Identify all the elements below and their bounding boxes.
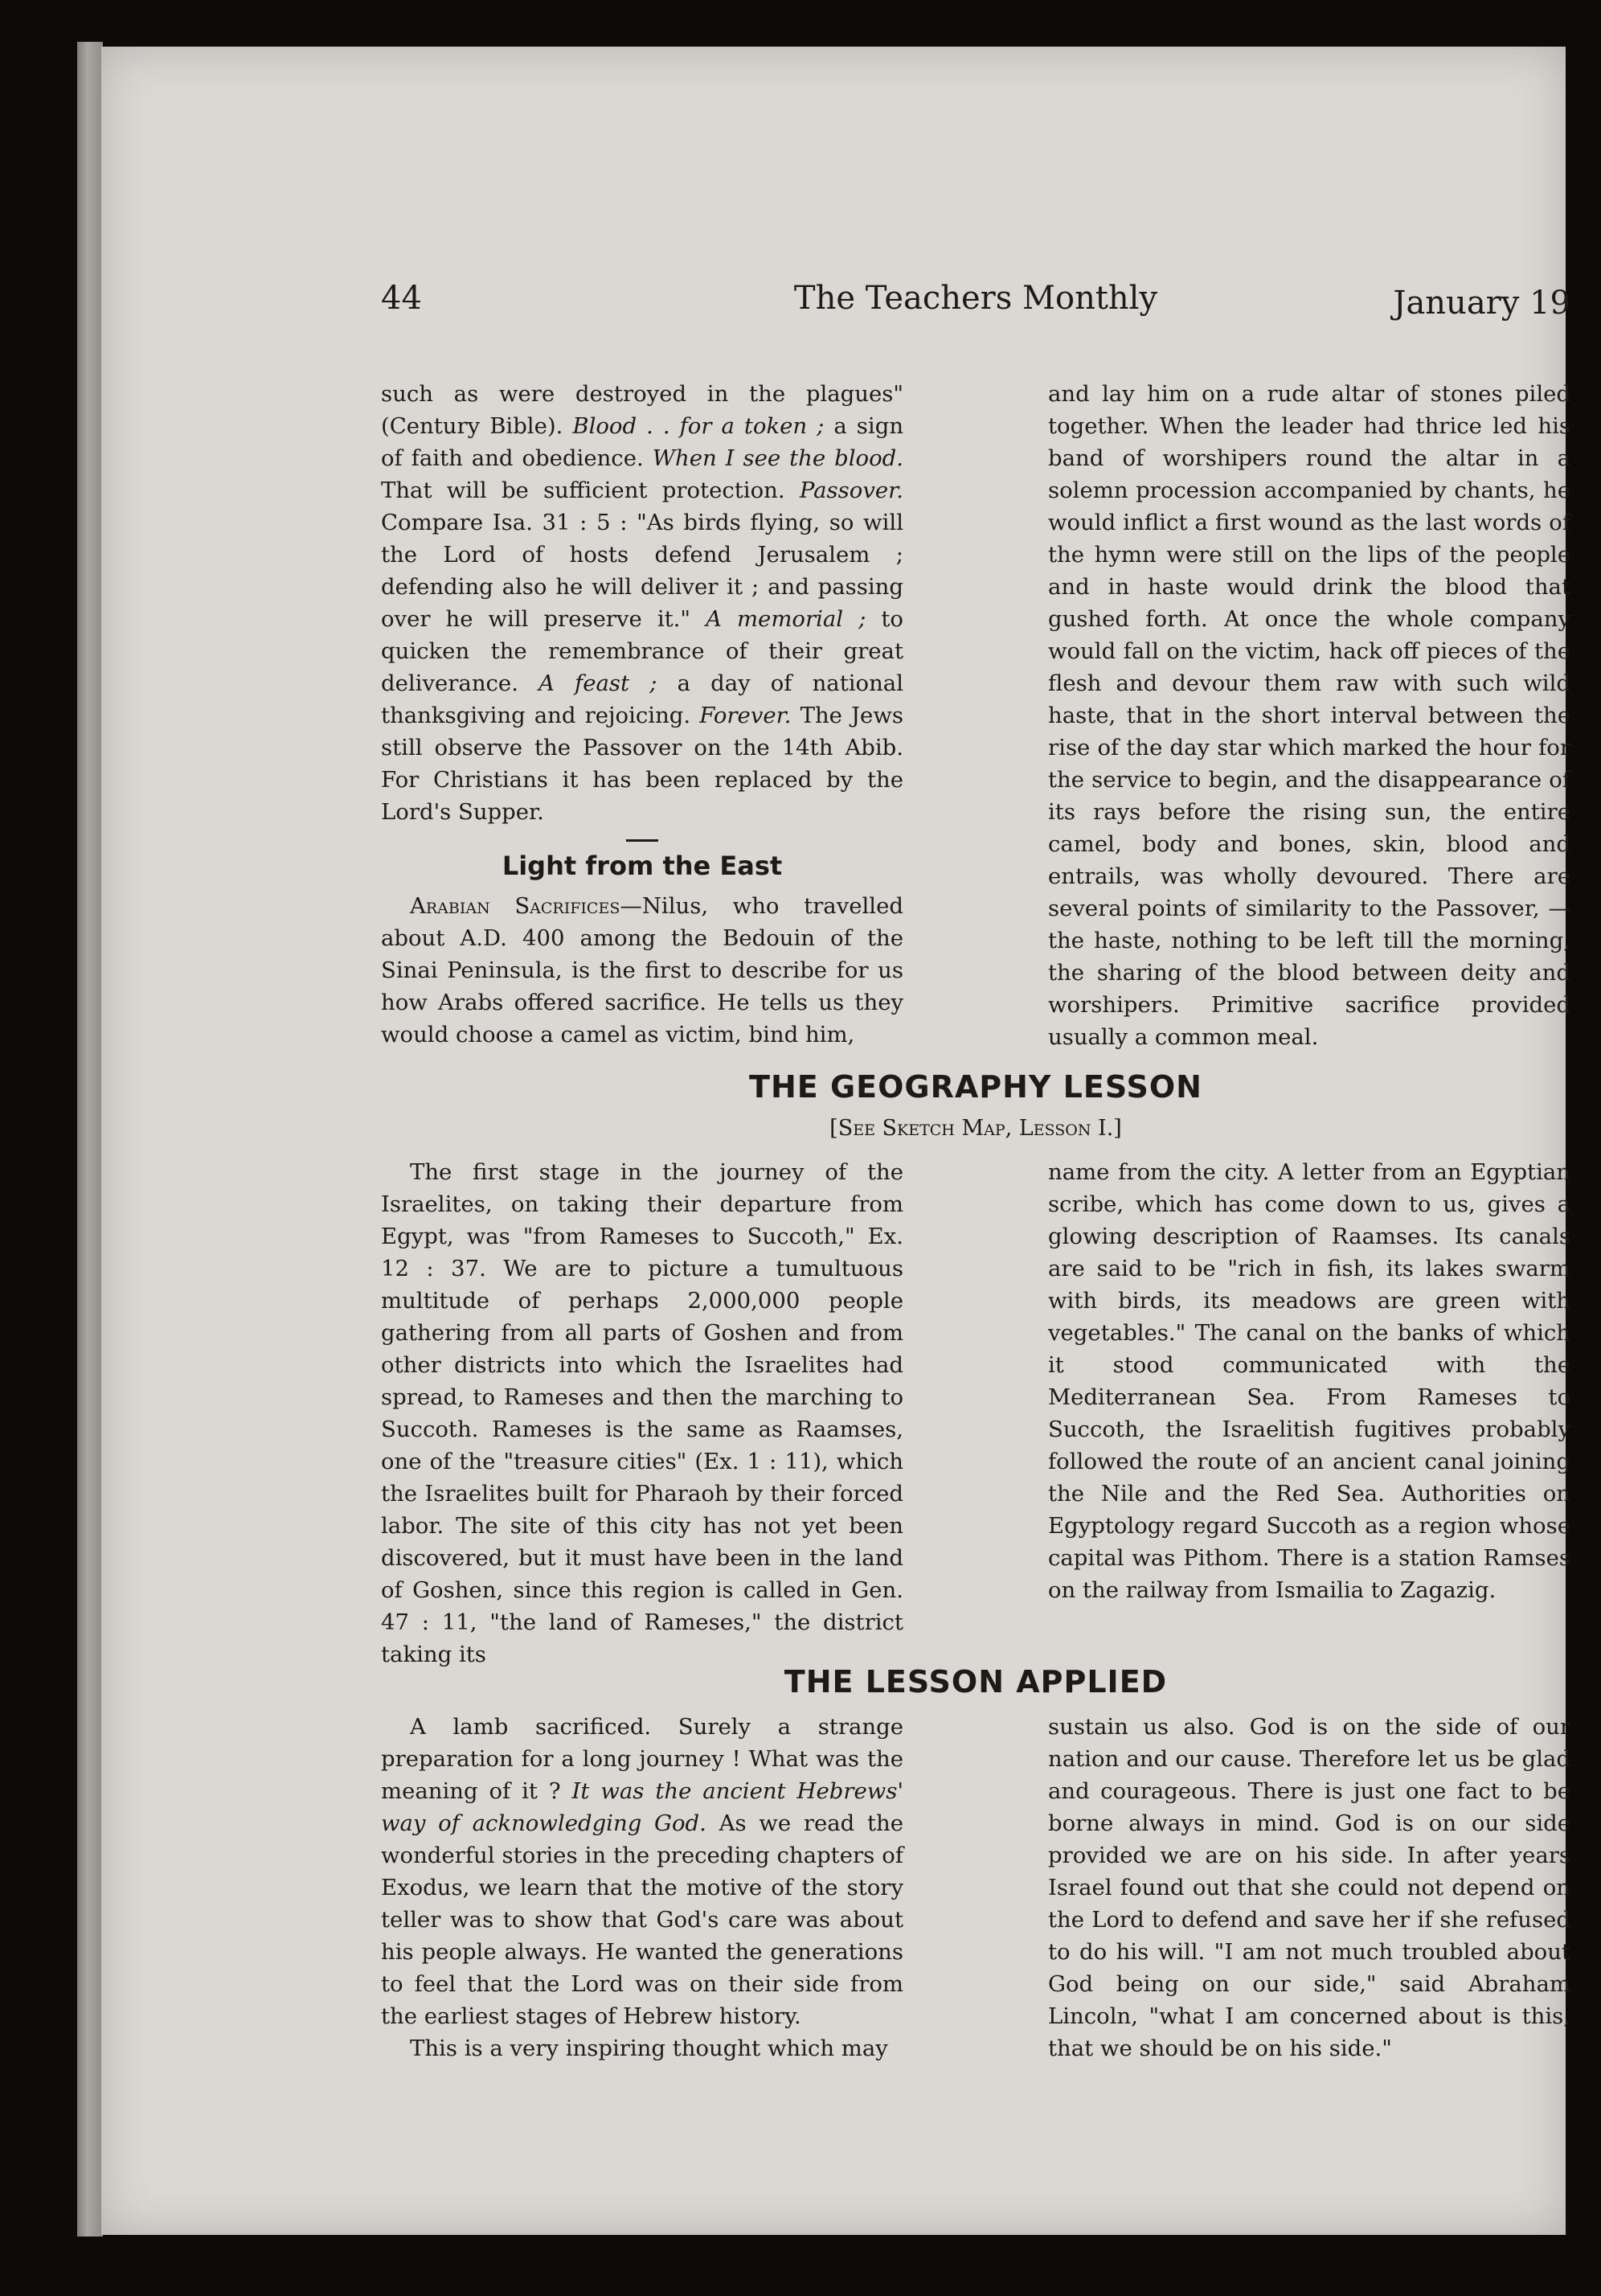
note-term: A memorial ; bbox=[706, 606, 866, 632]
issue-date: January 19 bbox=[1393, 285, 1570, 322]
note-term: When I see the blood. bbox=[652, 445, 903, 471]
paragraph-text: As we read the wonderful stories in the preceding chapters of Exodus, we learn that the motive of the story teller was to show that God's care was about his people always. He wanted the generations to feel that the Lord was on their side from the earliest stages of Hebrew history. bbox=[381, 1810, 904, 2029]
journal-title: The Teachers Monthly bbox=[793, 280, 1158, 317]
lesson-applied-heading: THE LESSON APPLIED bbox=[784, 1664, 1168, 1699]
applied-paragraph bbox=[381, 1711, 903, 2032]
passover-notes bbox=[381, 378, 903, 828]
page-number: 44 bbox=[381, 280, 422, 317]
arabian-sacrifices-paragraph bbox=[381, 890, 903, 1051]
scan-binding-edge bbox=[77, 42, 103, 2237]
page-content bbox=[381, 257, 1570, 2122]
note-text: That will be sufficient protection. bbox=[381, 478, 785, 503]
top-left-column bbox=[381, 378, 903, 1053]
note-text: The Jews still observe the Passover on the 14th Abib. For Christians it has been replaced by the Lord's Supper. bbox=[381, 703, 903, 825]
applied-paragraph-2: This is a very inspiring thought which may bbox=[410, 2036, 888, 2061]
sketch-map-note bbox=[381, 1116, 1570, 1141]
geography-paragraph: The first stage in the journey of the Israelites, on taking their departure from Egypt, was "from Rameses to Succoth," Ex. 12 : 37. We are to picture a tumultuous multitude of perhaps 2,000,000 people gathering from all parts of Goshen and from other districts into which the Israelites had spread, to Rameses and then the marching to Succoth. Rameses is the same as Raamses, one of the "treasure cities" (Ex. 1 : 11), which the Israelites built for Pharaoh by their forced labor. The site of this city has not yet been discovered, but it must have been in the land of Goshen, since this region is called in Gen. 47 : 11, "the land of Rameses," the district taking its bbox=[381, 1159, 903, 1667]
applied-right-column bbox=[1048, 1711, 1570, 2064]
note-text: Compare Isa. 31 : 5 : "As birds flying, so will the Lord of hosts defend Jerusalem ; defending also he will deliver it ; and passing over he will preserve it." bbox=[381, 510, 903, 632]
applied-left-column bbox=[381, 1711, 903, 2064]
arabian-sacrifices-continued: and lay him on a rude altar of stones piled together. When the leader had thrice led his band of worshipers round the altar in a solemn procession accompanied by chants, he would inflict a first wound as the last words of the hymn were still on the lips of the people and in haste would drink the blood that gushed forth. At once the whole company would fall on the victim, hack off pieces of the flesh and devour them raw with such wild haste, that in the short interval between the rise of the day star which marked the hour for the service to begin, and the disappearance of its rays before the rising sun, the entire camel, body and bones, skin, blood and entrails, was wholly devoured. There are several points of similarity to the Passover, —the haste, nothing to be left till the morning, the sharing of the blood between deity and worshipers. Primitive sacrifice provided usually a common meal. bbox=[1048, 381, 1570, 1050]
applied-section bbox=[381, 1711, 1570, 2064]
note-text: such as were destroyed in the plagues" (Century Bible). bbox=[381, 381, 903, 439]
section-rule bbox=[626, 839, 658, 842]
geography-lesson-heading: THE GEOGRAPHY LESSON bbox=[749, 1069, 1202, 1105]
running-header bbox=[381, 280, 1570, 336]
book-page bbox=[101, 47, 1570, 2235]
note-term: A feast ; bbox=[538, 670, 657, 696]
note-text: a day of national thanksgiving and rejoicing. bbox=[381, 670, 903, 728]
light-from-east-heading: Light from the East bbox=[502, 851, 783, 881]
emphasized-text: It was the ancient Hebrews' way of acknowledging God. bbox=[381, 1778, 904, 1836]
top-right-column bbox=[1048, 378, 1570, 1053]
top-section bbox=[381, 378, 1570, 1053]
note-text: to quicken the remembrance of their great deliverance. bbox=[381, 606, 903, 696]
note-term: Blood . . for a token ; bbox=[572, 413, 825, 439]
paragraph-label: Arabian Sacrifices bbox=[410, 893, 620, 919]
note-text: a sign of faith and obedience. bbox=[381, 413, 904, 471]
paragraph-text: —Nilus, who travelled about A.D. 400 among the Bedouin of the Sinai Peninsula, is the first to describe for us how Arabs offered sacrifice. He tells us they would choose a camel as victim, bind him, bbox=[381, 893, 903, 1048]
geography-right-column bbox=[1048, 1156, 1570, 1671]
paragraph-text: A lamb sacrificed. Surely a strange preparation for a long journey ! What was the meaning of it ? bbox=[381, 1714, 903, 1804]
note-term: Forever. bbox=[699, 703, 792, 728]
applied-paragraph-continued: sustain us also. God is on the side of our nation and our cause. Therefore let us be glad and courageous. There is just one fact to be borne always in mind. God is on our side provided we are on his side. In after years Israel found out that she could not depend on the Lord to defend and save her if she refused to do his will. "I am not much troubled about God being on our side," said Abraham Lincoln, "what I am concerned about is this, that we should be on his side." bbox=[1048, 1714, 1570, 2061]
geography-section bbox=[381, 1156, 1570, 1671]
note-text: [See Sketch Map, Lesson I.] bbox=[829, 1116, 1122, 1141]
geography-left-column bbox=[381, 1156, 903, 1671]
note-term: Passover. bbox=[799, 478, 903, 503]
geography-paragraph-continued: name from the city. A letter from an Egyptian scribe, which has come down to us, gives a glowing description of Raamses. Its canals are said to be "rich in fish, its lakes swarm with birds, its meadows are green with vegetables." The canal on the banks of which it stood communicated with the Mediterranean Sea. From Rameses to Succoth, the Israelitish fugitives probably followed the route of an ancient canal joining the Nile and the Red Sea. Authorities on Egyptology regard Succoth as a region whose capital was Pithom. There is a station Ramses on the railway from Ismailia to Zagazig. bbox=[1048, 1159, 1570, 1603]
